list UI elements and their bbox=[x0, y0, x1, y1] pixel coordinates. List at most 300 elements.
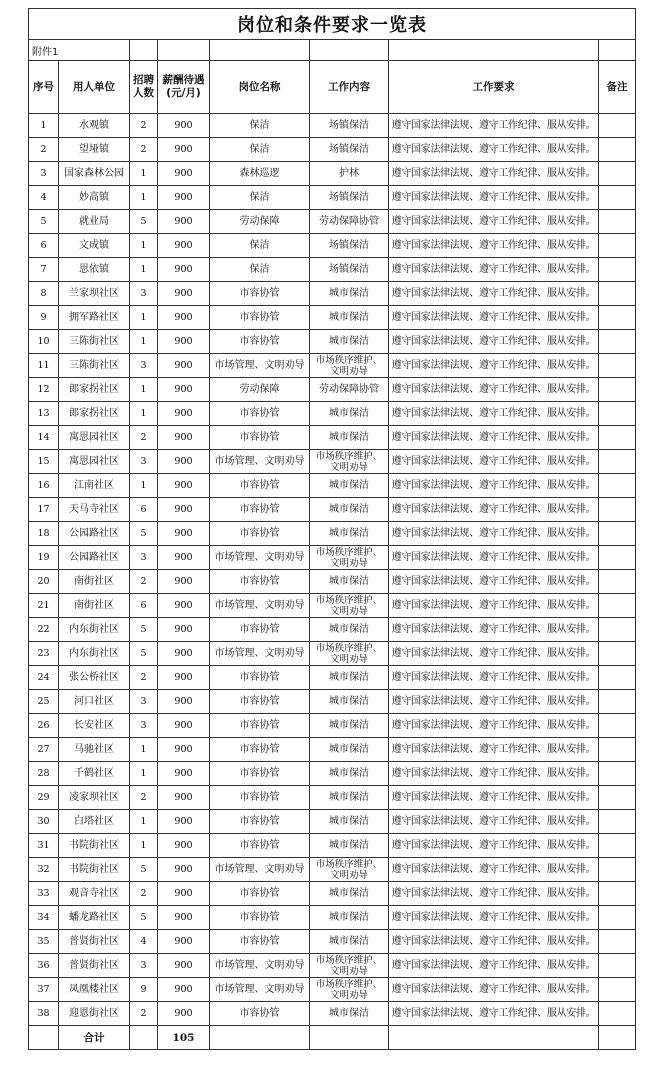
cell-req: 遵守国家法律法规、遵守工作纪律、服从安排。 bbox=[389, 258, 599, 282]
cell-post: 市场管理、文明劝导 bbox=[210, 450, 310, 474]
cell-seq: 27 bbox=[29, 738, 59, 762]
cell-seq: 17 bbox=[29, 498, 59, 522]
cell-count: 6 bbox=[130, 498, 158, 522]
table-row bbox=[29, 378, 636, 402]
cell-count: 1 bbox=[130, 234, 158, 258]
cell-pay: 900 bbox=[158, 378, 210, 402]
cell-seq: 1 bbox=[29, 114, 59, 138]
cell-work: 城市保洁 bbox=[310, 810, 389, 834]
cell-note bbox=[599, 282, 636, 306]
cell-unit: 长安社区 bbox=[59, 714, 130, 738]
cell-req: 遵守国家法律法规、遵守工作纪律、服从安排。 bbox=[389, 354, 599, 378]
cell-note bbox=[599, 666, 636, 690]
cell-work: 市场秩序维护、 文明劝导 bbox=[310, 858, 389, 882]
cell-count: 1 bbox=[130, 330, 158, 354]
cell-unit: 蟠龙路社区 bbox=[59, 906, 130, 930]
cell-note bbox=[599, 978, 636, 1002]
cell-pay: 900 bbox=[158, 186, 210, 210]
cell-pay: 900 bbox=[158, 690, 210, 714]
cell-req: 遵守国家法律法规、遵守工作纪律、服从安排。 bbox=[389, 234, 599, 258]
cell-note bbox=[599, 594, 636, 618]
cell-post: 市容协管 bbox=[210, 930, 310, 954]
cell-note bbox=[599, 234, 636, 258]
cell-req: 遵守国家法律法规、遵守工作纪律、服从安排。 bbox=[389, 1002, 599, 1026]
recruitment-sheet bbox=[28, 8, 635, 1050]
cell-seq: 18 bbox=[29, 522, 59, 546]
table-row bbox=[29, 642, 636, 666]
table-row bbox=[29, 426, 636, 450]
cell-work: 城市保洁 bbox=[310, 714, 389, 738]
cell-work: 场镇保洁 bbox=[310, 234, 389, 258]
cell-seq: 23 bbox=[29, 642, 59, 666]
cell-unit: 望垭镇 bbox=[59, 138, 130, 162]
cell-note bbox=[599, 522, 636, 546]
cell-seq: 19 bbox=[29, 546, 59, 570]
cell-note bbox=[599, 498, 636, 522]
cell-post: 市场管理、文明劝导 bbox=[210, 978, 310, 1002]
cell-unit: 书院街社区 bbox=[59, 834, 130, 858]
cell-pay: 900 bbox=[158, 810, 210, 834]
cell-post: 保洁 bbox=[210, 114, 310, 138]
cell-req: 遵守国家法律法规、遵守工作纪律、服从安排。 bbox=[389, 450, 599, 474]
table-row bbox=[29, 474, 636, 498]
cell-seq: 5 bbox=[29, 210, 59, 234]
cell-pay: 900 bbox=[158, 210, 210, 234]
cell-pay: 900 bbox=[158, 306, 210, 330]
cell-req: 遵守国家法律法规、遵守工作纪律、服从安排。 bbox=[389, 714, 599, 738]
cell-seq: 22 bbox=[29, 618, 59, 642]
cell-post: 市容协管 bbox=[210, 834, 310, 858]
cell-note bbox=[599, 546, 636, 570]
cell-req: 遵守国家法律法规、遵守工作纪律、服从安排。 bbox=[389, 762, 599, 786]
cell-count: 3 bbox=[130, 354, 158, 378]
cell-seq: 8 bbox=[29, 282, 59, 306]
cell-unit: 妙高镇 bbox=[59, 186, 130, 210]
cell-count: 5 bbox=[130, 906, 158, 930]
cell-unit: 凌家坝社区 bbox=[59, 786, 130, 810]
cell-unit: 南街社区 bbox=[59, 570, 130, 594]
cell-count: 3 bbox=[130, 714, 158, 738]
cell-count: 1 bbox=[130, 402, 158, 426]
cell-count: 3 bbox=[130, 450, 158, 474]
cell-work: 城市保洁 bbox=[310, 618, 389, 642]
cell-count: 1 bbox=[130, 738, 158, 762]
cell-work: 场镇保洁 bbox=[310, 258, 389, 282]
table-row bbox=[29, 762, 636, 786]
header-work: 工作内容 bbox=[310, 61, 389, 114]
cell-pay: 900 bbox=[158, 906, 210, 930]
cell-req: 遵守国家法律法规、遵守工作纪律、服从安排。 bbox=[389, 498, 599, 522]
total-row bbox=[29, 1026, 636, 1050]
cell-pay: 900 bbox=[158, 666, 210, 690]
cell-count: 2 bbox=[130, 882, 158, 906]
cell-work: 劳动保障协管 bbox=[310, 378, 389, 402]
cell-seq: 7 bbox=[29, 258, 59, 282]
cell-post: 市容协管 bbox=[210, 402, 310, 426]
cell-unit: 迎恩街社区 bbox=[59, 1002, 130, 1026]
cell-pay: 900 bbox=[158, 162, 210, 186]
cell-count: 3 bbox=[130, 690, 158, 714]
cell-unit: 白塔社区 bbox=[59, 810, 130, 834]
cell-note bbox=[599, 930, 636, 954]
cell-note bbox=[599, 426, 636, 450]
table-row bbox=[29, 186, 636, 210]
cell-unit: 就业局 bbox=[59, 210, 130, 234]
cell-req: 遵守国家法律法规、遵守工作纪律、服从安排。 bbox=[389, 882, 599, 906]
cell-work: 城市保洁 bbox=[310, 498, 389, 522]
cell-req: 遵守国家法律法规、遵守工作纪律、服从安排。 bbox=[389, 114, 599, 138]
attachment-label: 附件1 bbox=[29, 40, 130, 61]
cell-post: 市场管理、文明劝导 bbox=[210, 594, 310, 618]
cell-req: 遵守国家法律法规、遵守工作纪律、服从安排。 bbox=[389, 618, 599, 642]
cell-post: 保洁 bbox=[210, 234, 310, 258]
cell-count: 9 bbox=[130, 978, 158, 1002]
table-row bbox=[29, 786, 636, 810]
empty-cell bbox=[389, 40, 599, 61]
cell-req: 遵守国家法律法规、遵守工作纪律、服从安排。 bbox=[389, 810, 599, 834]
cell-unit: 凤凰楼社区 bbox=[59, 978, 130, 1002]
table-row bbox=[29, 978, 636, 1002]
table-row bbox=[29, 210, 636, 234]
cell-unit: 文成镇 bbox=[59, 234, 130, 258]
cell-work: 城市保洁 bbox=[310, 786, 389, 810]
cell-count: 1 bbox=[130, 834, 158, 858]
header-seq: 序号 bbox=[29, 61, 59, 114]
cell-work: 市场秩序维护、 文明劝导 bbox=[310, 642, 389, 666]
cell-note bbox=[599, 690, 636, 714]
cell-note bbox=[599, 906, 636, 930]
cell-post: 市场管理、文明劝导 bbox=[210, 546, 310, 570]
cell-pay: 900 bbox=[158, 642, 210, 666]
cell-pay: 900 bbox=[158, 594, 210, 618]
cell-note bbox=[599, 762, 636, 786]
cell-count: 3 bbox=[130, 546, 158, 570]
cell-note bbox=[599, 642, 636, 666]
empty-cell bbox=[389, 1026, 599, 1050]
table-row bbox=[29, 354, 636, 378]
cell-pay: 900 bbox=[158, 930, 210, 954]
cell-unit: 寓思园社区 bbox=[59, 426, 130, 450]
total-label: 合计 bbox=[59, 1026, 130, 1050]
cell-req: 遵守国家法律法规、遵守工作纪律、服从安排。 bbox=[389, 594, 599, 618]
cell-unit: 三陈街社区 bbox=[59, 330, 130, 354]
cell-seq: 14 bbox=[29, 426, 59, 450]
cell-pay: 900 bbox=[158, 618, 210, 642]
cell-req: 遵守国家法律法规、遵守工作纪律、服从安排。 bbox=[389, 378, 599, 402]
cell-work: 城市保洁 bbox=[310, 690, 389, 714]
cell-post: 市容协管 bbox=[210, 714, 310, 738]
table-row bbox=[29, 930, 636, 954]
cell-seq: 28 bbox=[29, 762, 59, 786]
cell-pay: 900 bbox=[158, 330, 210, 354]
cell-work: 城市保洁 bbox=[310, 882, 389, 906]
header-post: 岗位名称 bbox=[210, 61, 310, 114]
cell-seq: 9 bbox=[29, 306, 59, 330]
cell-count: 1 bbox=[130, 186, 158, 210]
empty-cell bbox=[158, 40, 210, 61]
cell-note bbox=[599, 258, 636, 282]
cell-req: 遵守国家法律法规、遵守工作纪律、服从安排。 bbox=[389, 690, 599, 714]
page-title: 岗位和条件要求一览表 bbox=[29, 9, 636, 40]
cell-unit: 河口社区 bbox=[59, 690, 130, 714]
cell-seq: 10 bbox=[29, 330, 59, 354]
cell-work: 市场秩序维护、 文明劝导 bbox=[310, 954, 389, 978]
cell-pay: 900 bbox=[158, 570, 210, 594]
cell-seq: 26 bbox=[29, 714, 59, 738]
cell-work: 城市保洁 bbox=[310, 762, 389, 786]
cell-req: 遵守国家法律法规、遵守工作纪律、服从安排。 bbox=[389, 162, 599, 186]
cell-seq: 4 bbox=[29, 186, 59, 210]
table-row bbox=[29, 738, 636, 762]
cell-count: 5 bbox=[130, 618, 158, 642]
cell-req: 遵守国家法律法规、遵守工作纪律、服从安排。 bbox=[389, 642, 599, 666]
empty-cell bbox=[599, 1026, 636, 1050]
cell-work: 城市保洁 bbox=[310, 906, 389, 930]
cell-unit: 三陈街社区 bbox=[59, 354, 130, 378]
cell-post: 市容协管 bbox=[210, 570, 310, 594]
cell-unit: 寓思园社区 bbox=[59, 450, 130, 474]
cell-unit: 内东街社区 bbox=[59, 642, 130, 666]
cell-work: 城市保洁 bbox=[310, 930, 389, 954]
table-row bbox=[29, 882, 636, 906]
cell-pay: 900 bbox=[158, 714, 210, 738]
cell-work: 市场秩序维护、 文明劝导 bbox=[310, 450, 389, 474]
table-row bbox=[29, 282, 636, 306]
cell-req: 遵守国家法律法规、遵守工作纪律、服从安排。 bbox=[389, 186, 599, 210]
cell-req: 遵守国家法律法规、遵守工作纪律、服从安排。 bbox=[389, 930, 599, 954]
cell-work: 市场秩序维护、 文明劝导 bbox=[310, 978, 389, 1002]
cell-pay: 900 bbox=[158, 546, 210, 570]
cell-unit: 天马寺社区 bbox=[59, 498, 130, 522]
cell-pay: 900 bbox=[158, 834, 210, 858]
cell-seq: 2 bbox=[29, 138, 59, 162]
cell-post: 保洁 bbox=[210, 258, 310, 282]
cell-note bbox=[599, 306, 636, 330]
cell-post: 市容协管 bbox=[210, 786, 310, 810]
cell-seq: 35 bbox=[29, 930, 59, 954]
cell-count: 5 bbox=[130, 210, 158, 234]
cell-seq: 24 bbox=[29, 666, 59, 690]
cell-req: 遵守国家法律法规、遵守工作纪律、服从安排。 bbox=[389, 138, 599, 162]
table-row bbox=[29, 714, 636, 738]
cell-unit: 郎家拐社区 bbox=[59, 378, 130, 402]
table-row bbox=[29, 138, 636, 162]
cell-post: 市容协管 bbox=[210, 690, 310, 714]
table-row bbox=[29, 690, 636, 714]
cell-unit: 郎家拐社区 bbox=[59, 402, 130, 426]
cell-note bbox=[599, 474, 636, 498]
cell-count: 1 bbox=[130, 378, 158, 402]
cell-note bbox=[599, 954, 636, 978]
table-row bbox=[29, 162, 636, 186]
cell-post: 市场管理、文明劝导 bbox=[210, 354, 310, 378]
cell-req: 遵守国家法律法规、遵守工作纪律、服从安排。 bbox=[389, 954, 599, 978]
cell-note bbox=[599, 618, 636, 642]
cell-unit: 兰家坝社区 bbox=[59, 282, 130, 306]
cell-note bbox=[599, 186, 636, 210]
cell-req: 遵守国家法律法规、遵守工作纪律、服从安排。 bbox=[389, 426, 599, 450]
cell-work: 劳动保障协管 bbox=[310, 210, 389, 234]
table-row bbox=[29, 546, 636, 570]
cell-post: 市容协管 bbox=[210, 618, 310, 642]
cell-pay: 900 bbox=[158, 282, 210, 306]
cell-work: 城市保洁 bbox=[310, 834, 389, 858]
cell-pay: 900 bbox=[158, 498, 210, 522]
cell-req: 遵守国家法律法规、遵守工作纪律、服从安排。 bbox=[389, 570, 599, 594]
table-row bbox=[29, 330, 636, 354]
cell-seq: 36 bbox=[29, 954, 59, 978]
cell-post: 市容协管 bbox=[210, 522, 310, 546]
cell-work: 城市保洁 bbox=[310, 522, 389, 546]
cell-req: 遵守国家法律法规、遵守工作纪律、服从安排。 bbox=[389, 306, 599, 330]
cell-count: 6 bbox=[130, 594, 158, 618]
cell-note bbox=[599, 210, 636, 234]
header-row bbox=[29, 61, 636, 114]
cell-count: 2 bbox=[130, 1002, 158, 1026]
cell-count: 2 bbox=[130, 138, 158, 162]
cell-post: 市容协管 bbox=[210, 474, 310, 498]
cell-req: 遵守国家法律法规、遵守工作纪律、服从安排。 bbox=[389, 522, 599, 546]
cell-post: 市容协管 bbox=[210, 810, 310, 834]
cell-req: 遵守国家法律法规、遵守工作纪律、服从安排。 bbox=[389, 474, 599, 498]
table-row bbox=[29, 522, 636, 546]
cell-unit: 马驰社区 bbox=[59, 738, 130, 762]
cell-post: 市场管理、文明劝导 bbox=[210, 858, 310, 882]
cell-seq: 31 bbox=[29, 834, 59, 858]
cell-pay: 900 bbox=[158, 882, 210, 906]
cell-unit: 普贤街社区 bbox=[59, 954, 130, 978]
table-row bbox=[29, 1002, 636, 1026]
cell-seq: 16 bbox=[29, 474, 59, 498]
cell-unit: 公园路社区 bbox=[59, 522, 130, 546]
cell-count: 2 bbox=[130, 114, 158, 138]
cell-count: 3 bbox=[130, 282, 158, 306]
cell-seq: 12 bbox=[29, 378, 59, 402]
cell-pay: 900 bbox=[158, 1002, 210, 1026]
cell-req: 遵守国家法律法规、遵守工作纪律、服从安排。 bbox=[389, 834, 599, 858]
cell-count: 2 bbox=[130, 426, 158, 450]
cell-seq: 38 bbox=[29, 1002, 59, 1026]
cell-post: 市容协管 bbox=[210, 282, 310, 306]
cell-unit: 公园路社区 bbox=[59, 546, 130, 570]
cell-note bbox=[599, 138, 636, 162]
cell-unit: 水观镇 bbox=[59, 114, 130, 138]
cell-work: 城市保洁 bbox=[310, 738, 389, 762]
cell-work: 城市保洁 bbox=[310, 570, 389, 594]
cell-req: 遵守国家法律法规、遵守工作纪律、服从安排。 bbox=[389, 282, 599, 306]
cell-note bbox=[599, 786, 636, 810]
cell-count: 2 bbox=[130, 666, 158, 690]
cell-work: 城市保洁 bbox=[310, 666, 389, 690]
table-row bbox=[29, 498, 636, 522]
cell-seq: 3 bbox=[29, 162, 59, 186]
cell-note bbox=[599, 114, 636, 138]
cell-pay: 900 bbox=[158, 354, 210, 378]
cell-work: 城市保洁 bbox=[310, 330, 389, 354]
cell-req: 遵守国家法律法规、遵守工作纪律、服从安排。 bbox=[389, 210, 599, 234]
cell-unit: 张公桥社区 bbox=[59, 666, 130, 690]
table-row bbox=[29, 618, 636, 642]
table-row bbox=[29, 114, 636, 138]
cell-count: 2 bbox=[130, 570, 158, 594]
cell-note bbox=[599, 570, 636, 594]
cell-count: 5 bbox=[130, 642, 158, 666]
cell-note bbox=[599, 330, 636, 354]
cell-count: 1 bbox=[130, 474, 158, 498]
empty-cell bbox=[130, 40, 158, 61]
cell-count: 4 bbox=[130, 930, 158, 954]
cell-seq: 33 bbox=[29, 882, 59, 906]
cell-pay: 900 bbox=[158, 114, 210, 138]
cell-seq: 21 bbox=[29, 594, 59, 618]
cell-seq: 30 bbox=[29, 810, 59, 834]
cell-seq: 25 bbox=[29, 690, 59, 714]
cell-post: 市容协管 bbox=[210, 306, 310, 330]
table-row bbox=[29, 834, 636, 858]
cell-unit: 书院街社区 bbox=[59, 858, 130, 882]
header-pay: 薪酬待遇 (元/月) bbox=[158, 61, 210, 114]
cell-pay: 900 bbox=[158, 786, 210, 810]
cell-count: 5 bbox=[130, 522, 158, 546]
cell-seq: 20 bbox=[29, 570, 59, 594]
cell-post: 市容协管 bbox=[210, 426, 310, 450]
cell-unit: 拥军路社区 bbox=[59, 306, 130, 330]
table-row bbox=[29, 570, 636, 594]
cell-post: 市容协管 bbox=[210, 762, 310, 786]
cell-seq: 29 bbox=[29, 786, 59, 810]
cell-note bbox=[599, 858, 636, 882]
cell-work: 护林 bbox=[310, 162, 389, 186]
cell-unit: 国家森林公园 bbox=[59, 162, 130, 186]
cell-post: 市容协管 bbox=[210, 666, 310, 690]
table-row bbox=[29, 234, 636, 258]
header-note: 备注 bbox=[599, 61, 636, 114]
cell-note bbox=[599, 810, 636, 834]
cell-note bbox=[599, 450, 636, 474]
cell-seq: 13 bbox=[29, 402, 59, 426]
table-row bbox=[29, 666, 636, 690]
cell-note bbox=[599, 834, 636, 858]
cell-post: 市场管理、文明劝导 bbox=[210, 954, 310, 978]
cell-note bbox=[599, 882, 636, 906]
cell-work: 城市保洁 bbox=[310, 1002, 389, 1026]
cell-seq: 11 bbox=[29, 354, 59, 378]
cell-post: 市容协管 bbox=[210, 906, 310, 930]
cell-work: 城市保洁 bbox=[310, 474, 389, 498]
cell-post: 市容协管 bbox=[210, 1002, 310, 1026]
cell-work: 城市保洁 bbox=[310, 426, 389, 450]
cell-work: 城市保洁 bbox=[310, 402, 389, 426]
attachment-row bbox=[29, 40, 636, 61]
table-row bbox=[29, 858, 636, 882]
cell-count: 1 bbox=[130, 162, 158, 186]
cell-seq: 32 bbox=[29, 858, 59, 882]
cell-post: 保洁 bbox=[210, 138, 310, 162]
cell-unit: 千鹤社区 bbox=[59, 762, 130, 786]
cell-pay: 900 bbox=[158, 402, 210, 426]
cell-post: 劳动保障 bbox=[210, 378, 310, 402]
cell-work: 城市保洁 bbox=[310, 282, 389, 306]
cell-count: 1 bbox=[130, 762, 158, 786]
table-row bbox=[29, 954, 636, 978]
cell-unit: 江南社区 bbox=[59, 474, 130, 498]
cell-note bbox=[599, 354, 636, 378]
cell-post: 市容协管 bbox=[210, 882, 310, 906]
cell-pay: 900 bbox=[158, 954, 210, 978]
cell-count: 2 bbox=[130, 786, 158, 810]
cell-count: 3 bbox=[130, 954, 158, 978]
table-row bbox=[29, 306, 636, 330]
